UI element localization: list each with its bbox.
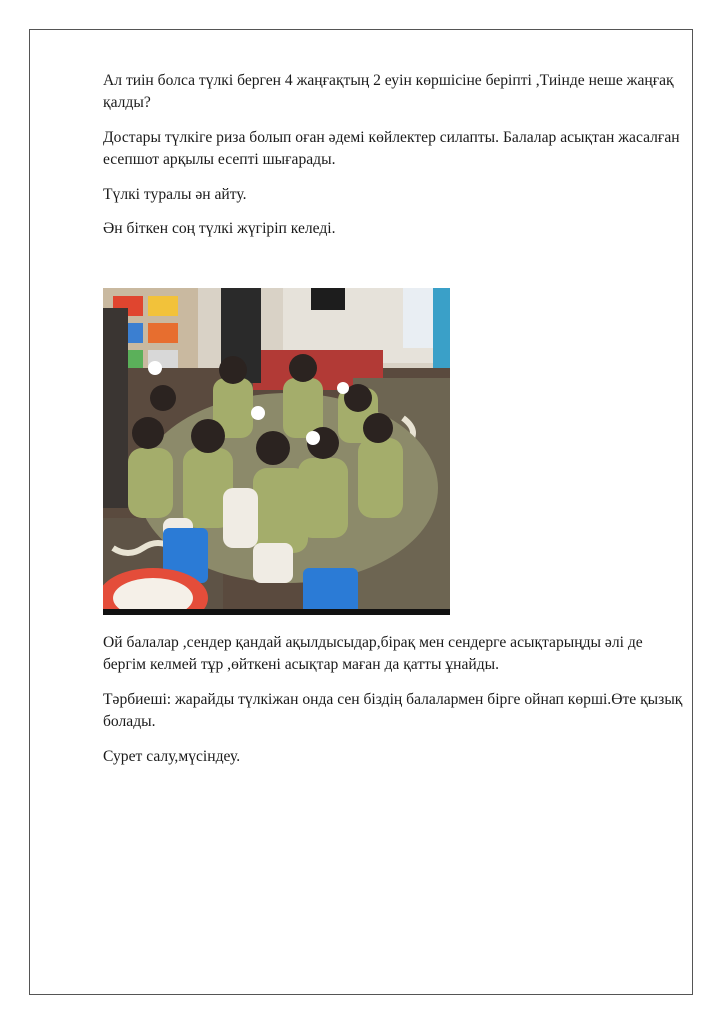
paragraph-3: Түлкі туралы ән айту. — [103, 186, 247, 203]
classroom-photo — [103, 288, 450, 615]
paragraph-7: Сурет салу,мүсіндеу. — [103, 748, 241, 765]
paragraph-2: Достары түлкіге риза болып оған әдемі көйлектер силапты. Балалар асықтан жасалған есепшот арқылы есепті шығарады. — [103, 129, 680, 168]
paragraph-5: Ой балалар ,сендер қандай ақылдысыдар,бірақ мен сендерге асықтарыңды әлі де бергім келмей тұр ,өйткені асықтар маған да қатты ұнайды. — [103, 634, 643, 673]
paragraph-1: Ал тиін болса түлкі берген 4 жаңғақтың 2 еуін көршісіне беріпті ,Тиінде неше жаңғақ қалды? — [103, 72, 674, 111]
paragraph-6: Тәрбиеші: жарайды түлкіжан онда сен біздің балалармен бірге ойнап көрші.Өте қызық болады. — [103, 691, 683, 730]
paragraph-4: Ән біткен соң түлкі жүгіріп келеді. — [103, 220, 336, 237]
